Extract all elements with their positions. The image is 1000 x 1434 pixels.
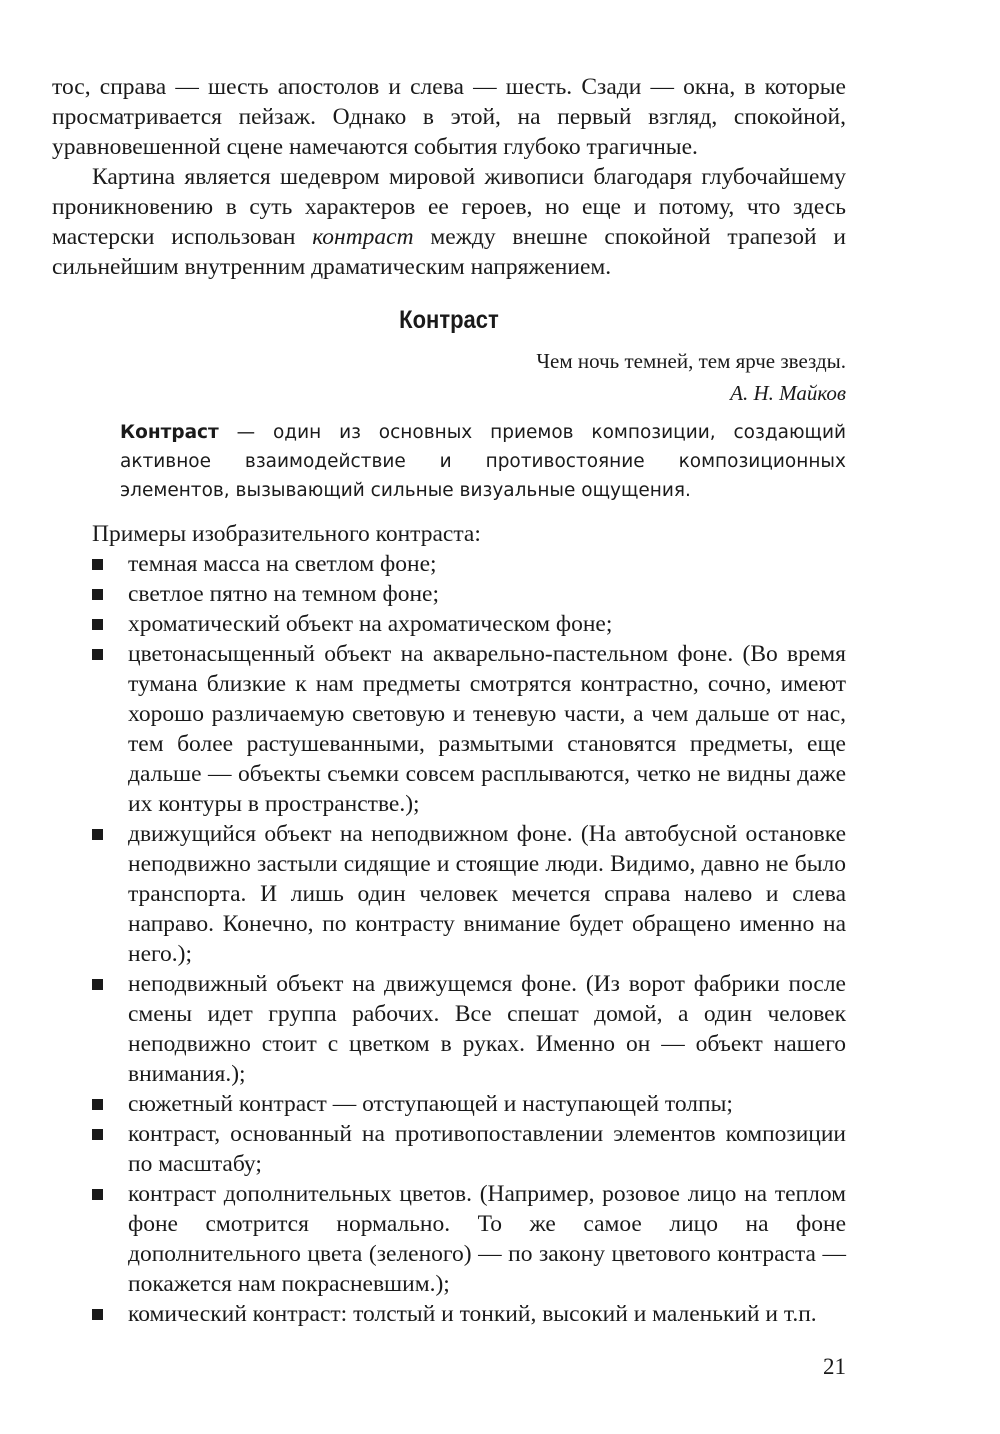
list-item-text: комический контраст: толстый и тонкий, высокий и маленький и т.п. xyxy=(128,1301,817,1327)
bullet-icon xyxy=(92,979,103,990)
list-item xyxy=(52,1119,846,1179)
list-item-text: движущийся объект на неподвижном фоне. (На автобусной остановке неподвижно застыли сидящие и стоящие люди. Видимо, давно не было транспорта. И лишь один человек мечется справа налево и слева направо. Конечно, по контрасту внимание будет обращено именно на него.); xyxy=(128,821,846,967)
paragraph-continuation: тос, справа — шесть апостолов и слева — шесть. Сзади — окна, в которые просматривается пейзаж. Однако в этой, на первый взгляд, спокойной, уравновешенной сцене намечаются события глубоко трагичные. xyxy=(52,74,846,160)
list-item xyxy=(52,1299,846,1329)
list-item-text: контраст, основанный на противопоставлении элементов композиции по масштабу; xyxy=(128,1121,846,1177)
bullet-icon xyxy=(92,589,103,600)
paragraph-painting-emphasis: контраст xyxy=(312,224,414,250)
list-item-text: темная масса на светлом фоне; xyxy=(128,551,437,577)
bullet-icon xyxy=(92,1099,103,1110)
list-item-text: сюжетный контраст — отступающей и наступающей толпы; xyxy=(128,1091,733,1117)
bullet-icon xyxy=(92,619,103,630)
list-item xyxy=(52,639,846,819)
examples-list xyxy=(52,549,846,1329)
list-item xyxy=(52,819,846,969)
page-number: 21 xyxy=(823,1354,846,1379)
list-item-text: неподвижный объект на движущемся фоне. (Из ворот фабрики после смены идет группа рабочих. Все спешат домой, а один человек неподвижно стоит с цветком в руках. Именно он — объект нашего внимания.); xyxy=(128,971,846,1087)
list-item xyxy=(52,579,846,609)
epigraph: Чем ночь темней, тем ярче звезды. xyxy=(536,349,846,373)
paragraph-painting-after: между внешне спокойной трапезой и сильнейшим внутренним драматическим напряжением. xyxy=(52,224,846,280)
list-item xyxy=(52,1089,846,1119)
definition xyxy=(120,418,846,505)
list-item xyxy=(52,549,846,579)
list-item xyxy=(52,969,846,1089)
list-intro: Примеры изобразительного контраста: xyxy=(92,521,481,547)
definition-term: Контраст xyxy=(120,422,219,443)
list-item-text: цветонасыщенный объект на акварельно-пастельном фоне. (Во время тумана близкие к нам предметы смотрятся контрастно, сочно, имеют хорошо различаемую световую и теневую части, а чем дальше от нас, тем более растушеванными, размытыми становятся предметы, еще дальше — объекты съемки совсем расплываются, четко не видны даже их контуры в пространстве.); xyxy=(128,641,846,817)
bullet-icon xyxy=(92,829,103,840)
definition-text: — один из основных приемов композиции, создающий активное взаимодействие и противостояние композиционных элементов, вызывающий сильные визуальные ощущения. xyxy=(120,422,846,501)
bullet-icon xyxy=(92,1309,103,1320)
epigraph-author: А. Н. Майков xyxy=(730,381,846,405)
paragraph-painting xyxy=(52,162,846,282)
list-item-text: светлое пятно на темном фоне; xyxy=(128,581,440,607)
list-item-text: контраст дополнительных цветов. (Например, розовое лицо на теплом фоне смотрится нормально. То же самое лицо на фоне дополнительного цвета (зеленого) — по закону цветового контраста — покажется нам покрасневшим.); xyxy=(128,1181,846,1297)
paragraph-painting-before: Картина является шедевром мировой живописи благодаря глубочайшему проникновению в суть характеров ее героев, но еще и потому, что здесь мастерски использован xyxy=(52,164,846,250)
bullet-icon xyxy=(92,1129,103,1140)
page-content xyxy=(52,72,846,1329)
list-item-text: хроматический объект на ахроматическом фоне; xyxy=(128,611,613,637)
bullet-icon xyxy=(92,559,103,570)
bullet-icon xyxy=(92,649,103,660)
bullet-icon xyxy=(92,1189,103,1200)
section-title: Контраст xyxy=(399,306,499,334)
list-item xyxy=(52,609,846,639)
list-item xyxy=(52,1179,846,1299)
